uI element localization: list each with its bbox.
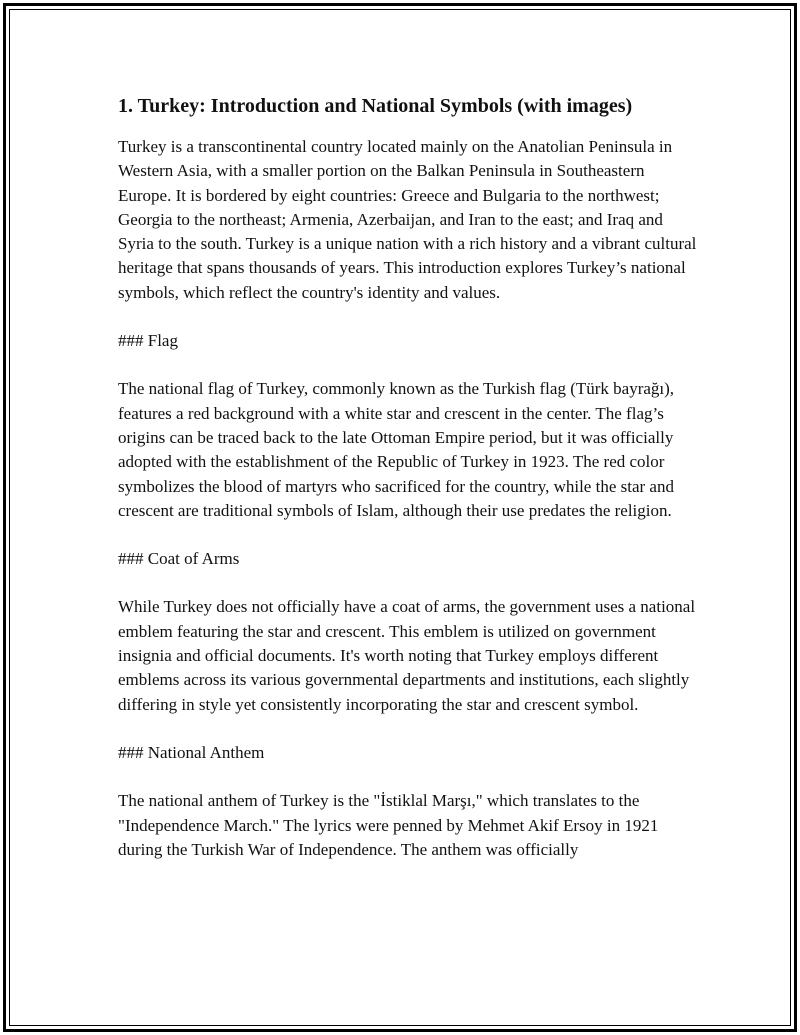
coat-of-arms-paragraph: While Turkey does not officially have a coat of arms, the government uses a national emblem featuring the star and crescent. This emblem is utilized on government insignia and official documents. It's worth noting that Turkey employs different emblems across its various governmental departments and institutions, each slightly differing in style yet consistently incorporating the star and crescent symbol. [118, 597, 696, 714]
document-title: 1. Turkey: Introduction and National Symbols (with images) [118, 95, 633, 117]
coat-of-arms-heading: ### Coat of Arms [118, 549, 240, 569]
intro-paragraph: Turkey is a transcontinental country located mainly on the Anatolian Peninsula in Western Asia, with a smaller portion on the Balkan Peninsula in Southeastern Europe. It is bordered by eight countries: Greece and Bulgaria to the northwest; Georgia to the northeast; Armenia, Azerbaijan, and Iran to the east; and Iraq and Syria to the south. Turkey is a unique nation with a rich history and a vibrant cultural heritage that spans thousands of years. This introduction explores Turkey’s national symbols, which reflect the country's identity and values. [118, 137, 697, 302]
national-anthem-heading: ### National Anthem [118, 742, 265, 762]
document-body [118, 92, 698, 886]
flag-paragraph: The national flag of Turkey, commonly known as the Turkish flag (Türk bayrağı), features a red background with a white star and crescent in the center. The flag’s origins can be traced back to the late Ottoman Empire period, but it was officially adopted with the establishment of the Republic of Turkey in 1923. The red color symbolizes the blood of martyrs who sacrificed for the country, while the star and crescent are traditional symbols of Islam, although their use predates the religion. [118, 379, 675, 520]
flag-heading: ### Flag [118, 331, 178, 351]
national-anthem-paragraph: The national anthem of Turkey is the "İstiklal Marşı," which translates to the "Independence March." The lyrics were penned by Mehmet Akif Ersoy in 1921 during the Turkish War of Independence. The anthem was officially [118, 791, 659, 859]
